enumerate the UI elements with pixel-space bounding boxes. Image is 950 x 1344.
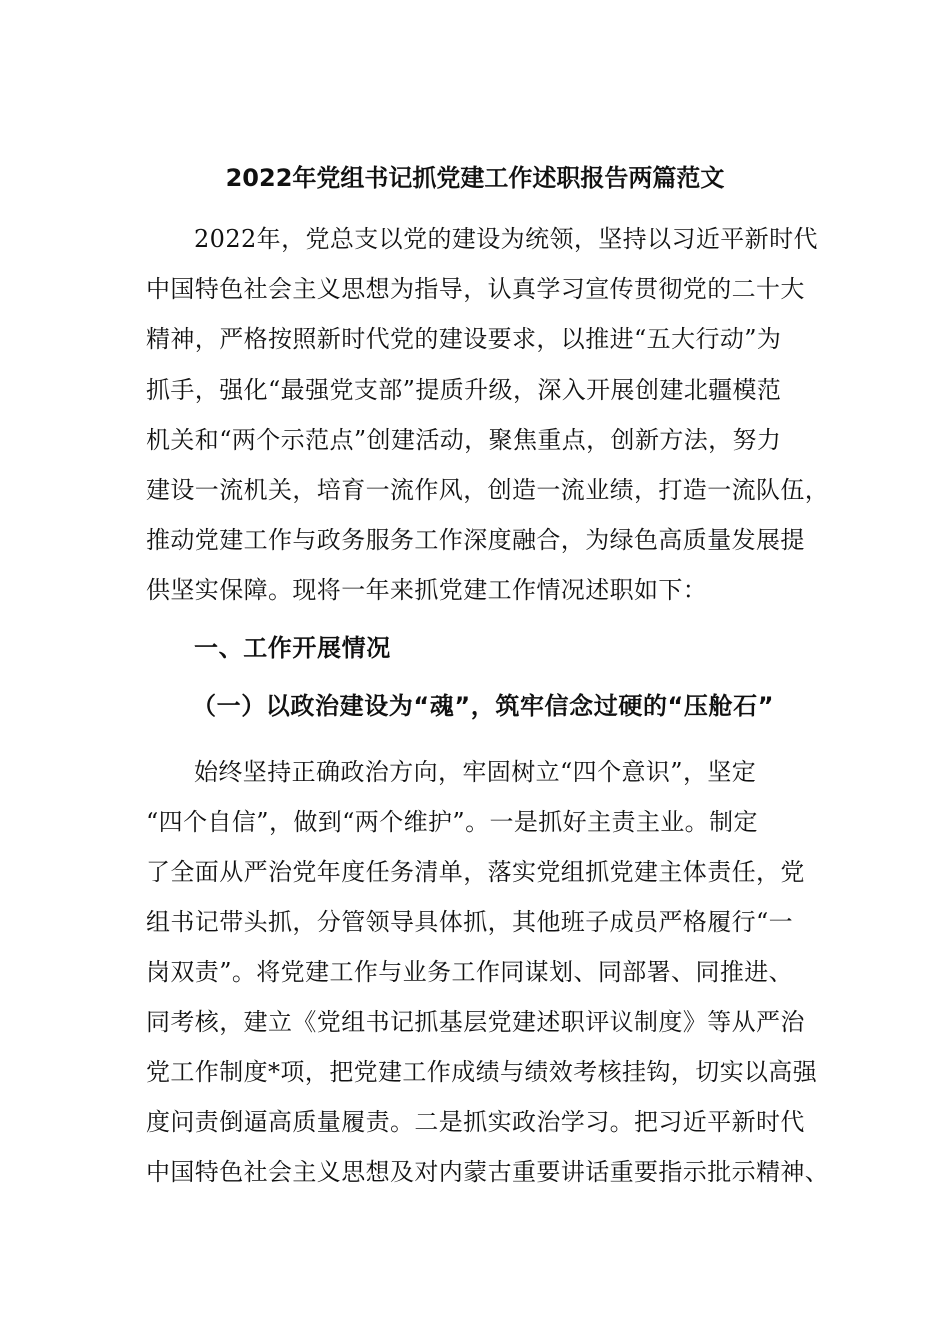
body-line-6: 同考核，建立《党组书记抓基层党建述职评议制度》等从严治 — [146, 1008, 805, 1036]
body-line-1: 始终坚持正确政治方向，牢固树立“四个意识”，坚定 — [194, 758, 757, 786]
intro-line-8: 供坚实保障。现将一年来抓党建工作情况述职如下： — [146, 576, 708, 604]
body-line-7: 党工作制度*项，把党建工作成绩与绩效考核挂钩，切实以高强 — [146, 1058, 818, 1086]
section-heading: 一、工作开展情况 — [194, 634, 391, 662]
document-title: 2022年党组书记抓党建工作述职报告两篇范文 — [225, 164, 725, 192]
body-line-4: 组书记带头抓，分管领导具体抓，其他班子成员严格履行“一 — [146, 908, 794, 936]
intro-line-3: 精神，严格按照新时代党的建设要求，以推进“五大行动”为 — [146, 325, 782, 353]
body-line-9: 中国特色社会主义思想及对内蒙古重要讲话重要指示批示精神、 — [146, 1158, 830, 1186]
intro-line-7: 推动党建工作与政务服务工作深度融合，为绿色高质量发展提 — [146, 526, 805, 554]
subsection-heading: （一）以政治建设为“魂”，筑牢信念过硬的“压舱石” — [192, 692, 775, 720]
intro-line-1: 2022年，党总支以党的建设为统领，坚持以习近平新时代 — [194, 225, 818, 253]
body-line-3: 了全面从严治党年度任务清单，落实党组抓党建主体责任，党 — [146, 858, 805, 886]
body-line-5: 岗双责”。将党建工作与业务工作同谋划、同部署、同推进、 — [146, 958, 794, 986]
intro-line-6: 建设一流机关，培育一流作风，创造一流业绩，打造一流队伍， — [146, 476, 830, 504]
intro-line-5: 机关和“两个示范点”创建活动，聚焦重点，创新方法，努力 — [146, 426, 782, 454]
intro-line-4: 抓手，强化“最强党支部”提质升级，深入开展创建北疆模范 — [146, 376, 782, 404]
body-line-8: 度问责倒逼高质量履责。二是抓实政治学习。把习近平新时代 — [146, 1108, 805, 1136]
intro-line-2: 中国特色社会主义思想为指导，认真学习宣传贯彻党的二十大 — [146, 275, 805, 303]
body-line-2: “四个自信”，做到“两个维护”。一是抓好主责主业。制定 — [146, 808, 758, 836]
